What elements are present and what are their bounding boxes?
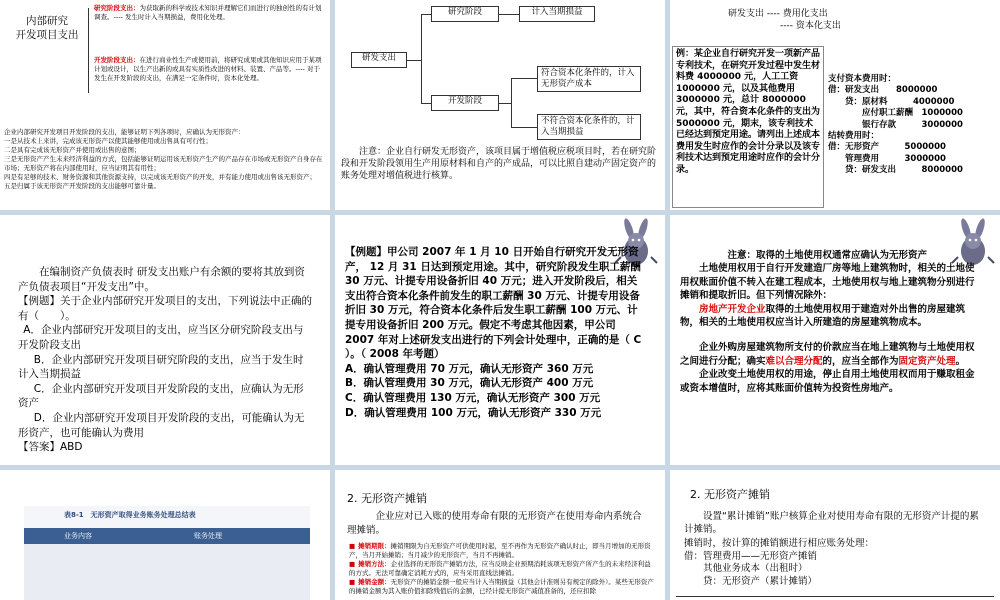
amortization-bullets [349,542,655,596]
bullet-period-label: 摊销期限： [358,542,391,550]
option-c: C．企业内部研究开发项目开发阶段的支出，应确认为无形资产 [18,382,304,410]
rd-heading-line2: ---- 资本化支出 [780,21,841,31]
col-header-entry: 账务处理 [194,532,222,540]
entry-line-7: 借：无形资产 5000000 [828,142,946,153]
option-d-2: D．确认管理费用 100 万元，确认无形资产 330 万元 [345,406,602,419]
land-use-title: 注意：取得的土地使用权通常应确认为无形资产 [727,250,928,261]
option-b-2: B．确认管理费用 30 万元，确认无形资产 400 万元 [345,377,594,390]
slide-5 [335,215,665,465]
condition-2: 二是具有完成该无形资产并使用或出售的意图； [4,146,141,154]
land-use-p1: 土地使用权用于自行开发建造厂房等地上建筑物时，相关的土地使用权账面价值不转入在建工程成本，土地使用权与地上建筑物分别进行摊销和提取折旧。但下列情况除外： [680,263,975,302]
slide1-title-line1: 内部研究 [26,15,68,27]
research-label: 研究阶段支出： [94,4,140,12]
research-stage: 研究阶段 [447,7,482,17]
amortization-heading-2: 2. 无形资产摊销 [690,488,770,501]
research-stage-box [431,6,499,22]
land-use-p4: 企业改变土地使用权的用途，停止自用土地使用权而用于赚取租金或资本增值时，应将其账面价值转为投资性房地产。 [680,369,975,394]
slide-8 [335,470,665,600]
slide-3 [670,0,1000,210]
bullet-period: ■ 摊销期限：摊销期限为自无形资产可供使用时起，至不再作为无形资产确认时止，即当月增加的无形资产，当月开始摊销；当月减少的无形资产，当月不再摊销。 [349,542,651,559]
col-header-content: 业务内容 [64,532,92,540]
amortization-heading: 2. 无形资产摊销 [347,492,427,505]
dev-label: 开发阶段支出： [94,56,140,64]
table-title: 表8-1 无形资产取得业务账务处理总结表 [64,511,196,519]
research-stage-text [94,4,324,22]
balance-sheet-note: 在编制资产负债表时 研发支出账户有余额的要将其放到资产负债表项目“开发支出”中。 [18,266,305,293]
example-question-1: 【例题】关于企业内部研究开发项目的支出，下列说法中正确的有（ ）。 [18,295,312,322]
amortization-entry-3: 其他业务成本（出租时） [684,563,808,574]
dev-stage-box [431,95,499,111]
research-result: 计入当期损益 [531,7,583,17]
rd-example: 例：某企业自行研究开发一项新产品专利技术，在研究开发过程中发生材料费 4000000 元，人工工资 1000000 元，以及其他费用 3000000 元，总计 8000000 元，其中，符合资本化条件的支出为 5000000 元，期末，该专利技术已经达到预定用途。请列出上述成本费用发生时应作的会计分录以及该专利技术达到预定用途时应作的会计分录。 [672,46,824,208]
p3-mid: 的，应当全部作为 [822,355,899,367]
entry-line-1: 支付资本费用时： [828,74,897,84]
bullet-method-text: 企业选择的无形资产摊销方法，应当反映企业预期消耗该项无形资产所产生的未来经济利益的方式。无法可靠确定消耗方式的，应当采用直线法摊销。 [349,560,651,577]
answer: 【答案】ABD [18,441,83,454]
entry-line-9: 贷：研发支出 8000000 [828,165,963,176]
flow-root: 研发支出 [361,53,396,63]
entry-line-6: 结转费用时： [828,131,880,142]
option-b: B．企业内部研究开发项目研究阶段的支出，应当于发生时计入当期损益 [18,353,304,381]
flow-root-box [351,52,407,68]
amortization-intro: 企业应对已入账的使用寿命有限的无形资产在使用寿命内系统合理摊销。 [347,511,642,536]
amortization-entry-1: 摊销时，按计算的摊销额进行相应账务处理： [684,538,875,549]
bullet-amount-text: 无形资产的摊销金额一般应当计入当期损益（其他会计准则另有规定的除外）。某些无形资产的摊销金额为其入账价值扣除残值后的金额，已经计提无形资产减值准备的，还应扣除 [349,578,654,595]
bullet-period-text: 摊销期限为自无形资产可供使用时起，至不再作为无形资产确认时止，即当月增加的无形资产，当月开始摊销；当月减少的无形资产，当月不再摊销。 [349,542,651,559]
slide6-body [680,249,980,395]
p3-end: 。 [955,355,966,367]
option-d: D．企业内部研究开发项目开发阶段的支出，可能确认为无形资产，也可能确认为费用 [18,411,305,439]
entry-line-5: 银行存款 3000000 [828,119,963,130]
amortization-entry-2: 借：管理费用——无形资产摊销 [684,550,818,562]
vat-note: 注意：企业自行研发无形资产，该项目属于增值税应税项目时，若在研究阶段和开发阶段领用生产用原材料和自产的产成品，可以比照自建动产固定资产的账务处理对增值税进行核算。 [341,147,657,181]
condition-intro: 企业内部研究开发项目开发阶段的支出，能够证明下列各项时，应确认为无形资产： [4,128,245,136]
journal-entries [828,74,998,177]
bullet-amount: ■ 摊销金额：无形资产的摊销金额一般应当计入当期损益（其他会计准则另有规定的除外）。某些无形资产的摊销金额为其入账价值扣除残值后的金额，已经计提无形资产减值准备的，还应扣除 [349,578,654,595]
dev-result-yes: 符合资本化条件的，计入无形资产成本 [541,68,635,89]
slide-4 [0,215,330,465]
amortization-entries [684,538,984,588]
condition-4: 四是有足够的技术、财务资源和其他资源支持，以完成该无形资产的开发，并有能力使用或出售该无形资产； [4,173,316,181]
research-result-box [519,6,595,22]
condition-3: 三是无形资产产生未来经济利益的方式，包括能够证明运用该无形资产生产的产品存在市场或无形资产自身存在市场；无形资产将在内部使用时，应当证明其有用性； [4,155,323,172]
slide-6 [670,215,1000,465]
option-a-2: A．确认管理费用 70 万元，确认无形资产 360 万元 [345,362,594,375]
p3-start: 企业外购房屋建筑物所支付的价款应当在地上建筑物与土地使用权之间进行分配；确实 [680,342,975,367]
real-estate-highlight: 房地产开发企业 [699,303,766,315]
amortization-entry-4: 贷：无形资产（累计摊销） [684,575,818,587]
land-use-p3 [680,341,980,368]
slide4-body [18,265,312,455]
table-body [24,544,310,600]
slide-1 [0,0,330,210]
p3-red-1: 难以合理分配 [765,355,823,367]
example-question-2: 【例题】甲公司 2007 年 1 月 10 日开始自行研究开发无形资产， 12 月 31 日达到预定用途。其中，研究阶段发生职工薪酬 30 万元、计提专用设备折旧 40 万元；进入开发阶段后，相关支出符合资本化条件前发生的职工薪酬 30 万元、计提专用设备折旧 30 万元，符合资本化条件后发生职工薪酬 100 万元、计提专用设备折旧 200 万元。假定不考虑其他因素，甲公司 2007 年对上述研发支出进行的下列会计处理中，正确的是（ C ）。（ 2008 年考题） [345,246,642,361]
entry-line-2: 借：研发支出 8000000 [828,85,938,96]
research-desc: 为获取新的科学或技术知识并理解它们而进行的独创性的有计划调查。---- 发生时计入当期损益，费用化处理。 [94,4,322,21]
p3-red-2: 固定资产处理 [898,355,956,367]
slide1-title-line2: 开发项目支出 [15,29,79,41]
slide-9 [670,470,1000,600]
summary-table [24,506,310,600]
slide-7 [0,470,330,600]
table-header-row [24,528,310,544]
dev-yes-box [537,66,641,92]
condition-5: 五是归属于该无形资产开发阶段的支出能够可靠计量。 [4,182,160,190]
entry-line-8: 管理费用 3000000 [828,153,946,164]
dev-stage: 开发阶段 [447,96,482,106]
rd-expense-heading [728,8,928,32]
slide5-body [345,245,645,420]
option-c-2: C．确认管理费用 130 万元，确认无形资产 300 万元 [345,391,601,404]
bullet-amount-label: 摊销金额： [358,578,391,586]
entry-line-3: 贷：原材料 4000000 [828,96,955,107]
option-a: A．企业内部研究开发项目的支出，应当区分研究阶段支出与开发阶段支出 [18,324,304,351]
bullet-method: ■ 摊销方法：企业选择的无形资产摊销方法，应当反映企业预期消耗该项无形资产所产生的未来经济利益的方式。无法可靠确定消耗方式的，应当采用直线法摊销。 [349,560,651,577]
entry-line-4: 应付职工薪酬 1000000 [828,108,963,119]
rd-heading-line1: 研发支出 ---- 费用化支出 [728,9,828,19]
land-use-p2 [680,303,980,330]
accumulated-amortization-intro: 设置“累计摊销”账户核算企业对使用寿命有限的无形资产计提的累计摊销。 [684,511,979,535]
slide-2 [335,0,665,210]
slide1-title [6,14,88,42]
capitalization-conditions [4,128,326,191]
bullet-method-label: 摊销方法： [358,560,391,568]
dev-stage-text [94,56,324,83]
dev-no-box [537,114,641,140]
land-use-p2-rest: 取得的土地使用权用于建造对外出售的房屋建筑物，相关的土地使用权应当计入所建造的房屋建筑物成本。 [680,303,966,329]
condition-1: 一是从技术上来讲，完成该无形资产以使其能够使用或出售具有可行性； [4,137,212,145]
dev-result-no: 不符合资本化条件的，计入当期损益 [541,116,635,137]
dev-desc: 在进行商业性生产或使用前，将研究成果或其他知识应用于某项计划或设计，以生产出新的或具有实质性改进的材料、装置、产品等。---- 对于发生在开发阶段的支出，在满足一定条件时，资本化处理。 [94,56,322,82]
